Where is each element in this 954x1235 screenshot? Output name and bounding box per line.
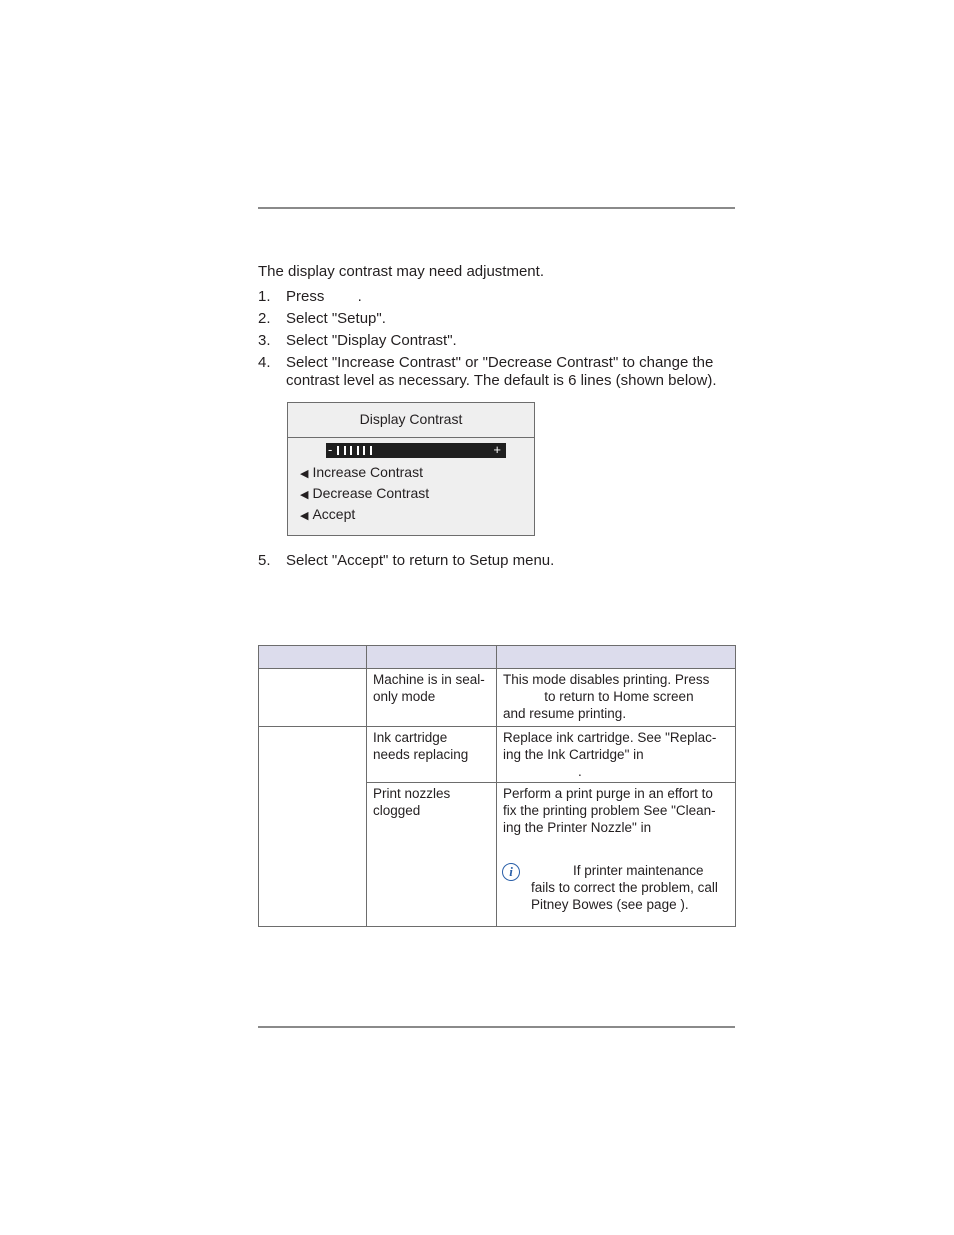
step-number: 1.	[258, 288, 271, 305]
contrast-level-tick	[363, 446, 365, 455]
menu-option-increase-contrast[interactable]	[300, 464, 423, 483]
action-text: to return to Home screen	[503, 689, 694, 704]
cause-cell	[367, 727, 497, 783]
action-text: Replace ink cartridge. See "Replac-	[503, 730, 717, 745]
left-arrow-icon: ◀	[300, 510, 309, 522]
note-text: fails to correct the problem, call	[531, 880, 718, 895]
contrast-level-tick	[350, 446, 352, 455]
option-label: Accept	[312, 506, 356, 522]
step-text: Select "Setup".	[286, 310, 386, 327]
step-number: 5.	[258, 552, 271, 569]
troubleshooting-table	[258, 645, 736, 927]
contrast-level-tick	[370, 446, 372, 455]
cause-text: Ink cartridge	[373, 730, 448, 745]
cause-text: Machine is in seal-	[373, 672, 485, 687]
header-cell	[367, 646, 497, 669]
cause-text: needs replacing	[373, 747, 469, 762]
contrast-level-bar	[326, 443, 506, 458]
action-text: .	[503, 764, 582, 779]
step-text: Select "Accept" to return to Setup menu.	[286, 552, 555, 569]
action-text: This mode disables printing. Press	[503, 672, 710, 687]
contrast-level-tick	[344, 446, 346, 455]
cause-cell	[367, 783, 497, 927]
problem-cell	[259, 669, 367, 727]
menu-option-decrease-contrast[interactable]	[300, 485, 429, 504]
menu-option-accept[interactable]	[300, 506, 355, 525]
problem-cell	[259, 727, 367, 927]
action-text: ing the Ink Cartridge" in	[503, 747, 644, 762]
step-number: 4.	[258, 354, 271, 371]
top-rule	[258, 207, 735, 209]
display-contrast-screen	[287, 402, 535, 536]
cause-text: clogged	[373, 803, 421, 818]
screen-title: Display Contrast	[288, 403, 534, 438]
minus-label: -	[328, 442, 333, 457]
cause-text: only mode	[373, 689, 436, 704]
step-number: 2.	[258, 310, 271, 327]
contrast-level-tick	[337, 446, 339, 455]
step-text: Select "Increase Contrast" or "Decrease Contrast" to change the	[286, 354, 714, 371]
table-header-row	[259, 646, 736, 669]
plus-label: +	[493, 442, 501, 457]
action-text: and resume printing.	[503, 706, 627, 721]
option-label: Decrease Contrast	[312, 485, 430, 501]
step-text-continued: contrast level as necessary. The default is 6 lines (shown below).	[286, 372, 717, 389]
action-cell	[497, 727, 736, 783]
left-arrow-icon: ◀	[300, 489, 309, 501]
action-text: Perform a print purge in an effort to	[503, 786, 713, 801]
note-text: If printer maintenance	[573, 863, 704, 878]
table-row	[259, 669, 736, 727]
action-cell	[497, 669, 736, 727]
action-cell	[497, 783, 736, 927]
header-cell	[259, 646, 367, 669]
info-icon: i	[502, 863, 520, 881]
contrast-level-tick	[357, 446, 359, 455]
note-text: Pitney Bowes (see page ).	[531, 897, 689, 912]
action-text: ing the Printer Nozzle" in	[503, 820, 652, 835]
bottom-rule	[258, 1026, 735, 1028]
intro-text: The display contrast may need adjustment.	[258, 263, 544, 280]
cause-text: Print nozzles	[373, 786, 451, 801]
step-number: 3.	[258, 332, 271, 349]
option-label: Increase Contrast	[312, 464, 423, 480]
header-cell	[497, 646, 736, 669]
step-text: Select "Display Contrast".	[286, 332, 457, 349]
cause-cell	[367, 669, 497, 727]
table-row	[259, 727, 736, 783]
action-text: fix the printing problem See "Clean-	[503, 803, 716, 818]
step-text: Press .	[286, 288, 362, 305]
left-arrow-icon: ◀	[300, 468, 309, 480]
